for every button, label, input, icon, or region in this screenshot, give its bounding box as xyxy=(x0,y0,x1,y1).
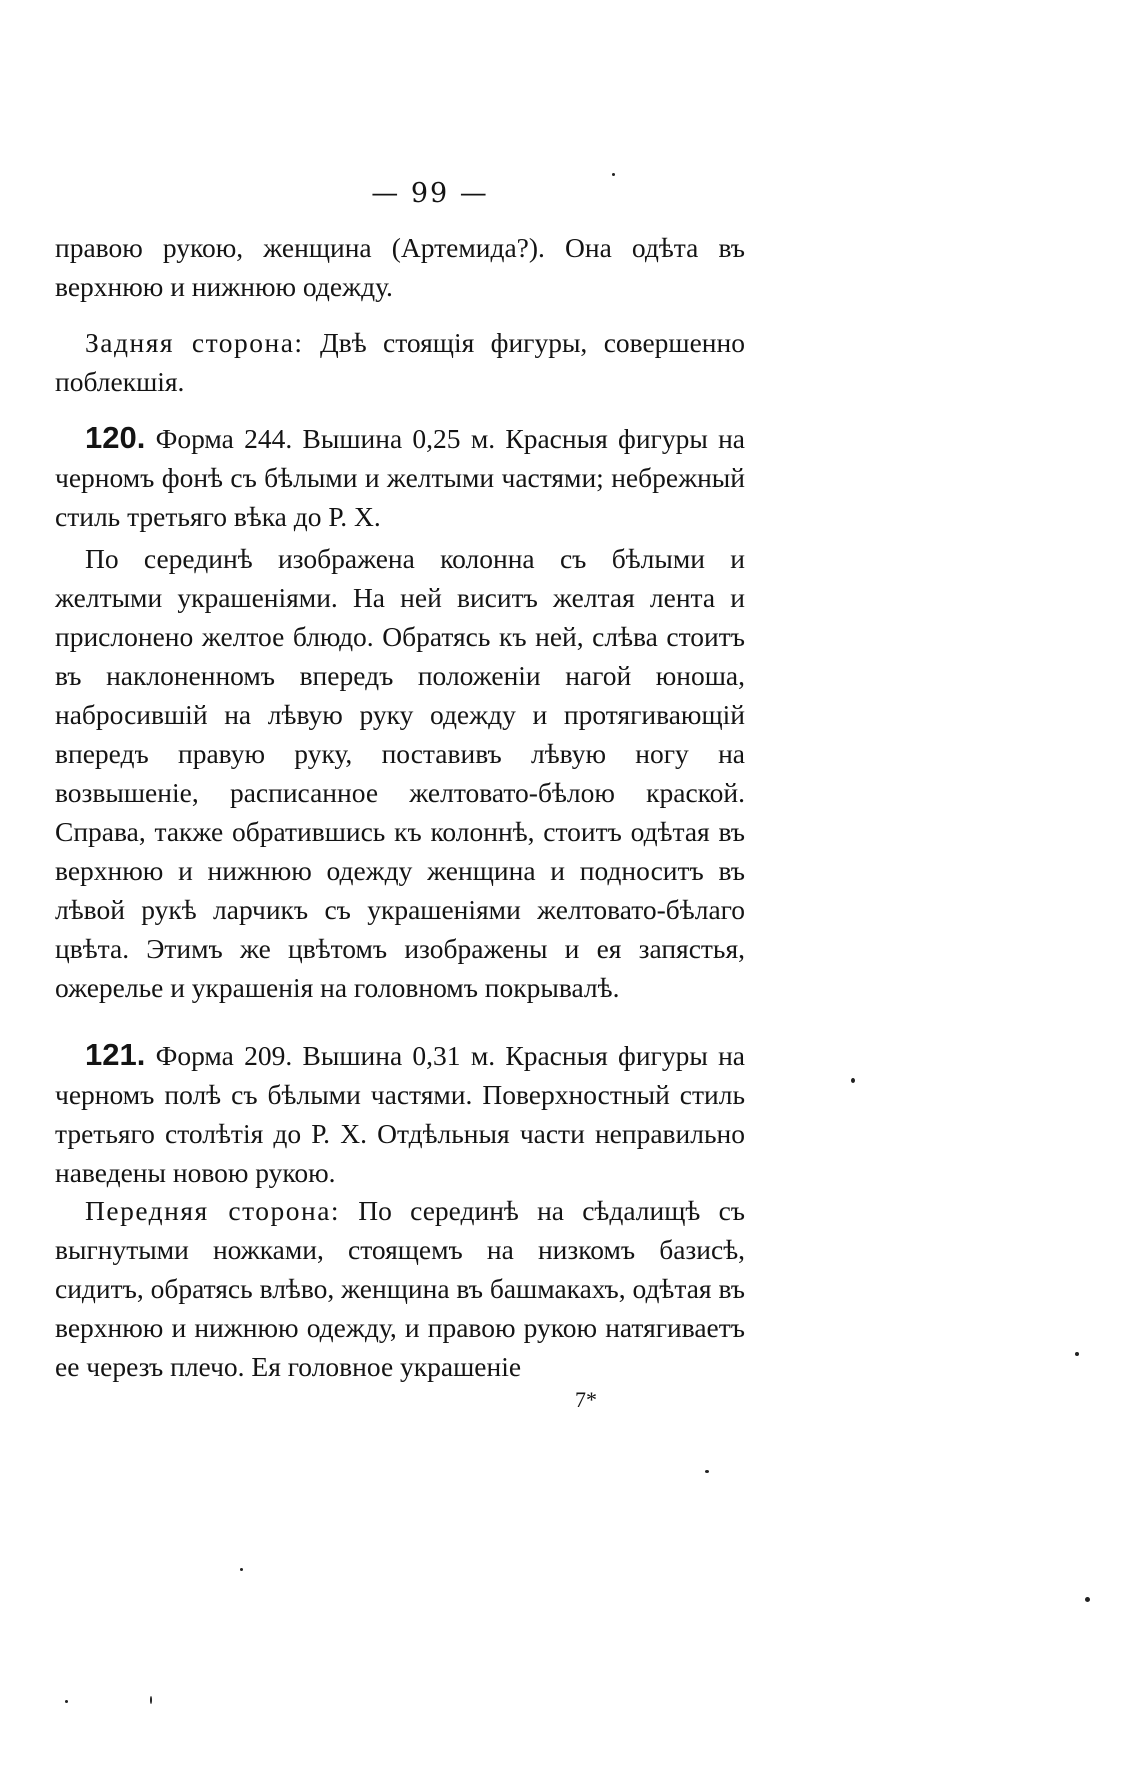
paragraph-text: Двѣ стоящія фигуры, совершенно поблекшія. xyxy=(55,327,745,397)
page-number: — 99 — xyxy=(371,178,489,209)
scan-speck xyxy=(150,1696,152,1704)
paragraph-text: По серединѣ на сѣдалищѣ съ выгнутыми ножками, стоящемъ на низкомъ базисѣ, сидитъ, обратясь влѣво, женщина въ башмакахъ, одѣтая въ верхнюю и нижнюю одежду, и правою рукою натягиваетъ ее черезъ плечо. Ея головное украшеніе xyxy=(55,1195,746,1382)
scan-speck xyxy=(851,1078,855,1083)
scan-speck xyxy=(705,1470,709,1473)
paragraph-text: Форма 244. Вышина 0,25 м. Красныя фигуры на черномъ фонѣ съ бѣлыми и желтыми частями; небрежный стиль третьяго вѣка до Р. Х. xyxy=(55,423,745,532)
section-lead: Задняя сторона: xyxy=(85,327,304,358)
paragraph-back-side xyxy=(55,323,745,401)
scan-speck xyxy=(65,1700,68,1703)
catalog-entry-120 xyxy=(55,418,745,536)
catalog-entry-121 xyxy=(55,1035,745,1192)
scan-speck xyxy=(1075,1352,1079,1356)
signature-mark: 7* xyxy=(575,1387,597,1412)
section-lead: Передняя сторона: xyxy=(85,1195,341,1226)
paragraph-text: Форма 209. Вышина 0,31 м. Красныя фигуры на черномъ полѣ съ бѣлыми частями. Поверхностный стиль третьяго столѣтія до Р. Х. Отдѣльныя части неправильно наведены новою рукою. xyxy=(55,1040,745,1188)
scan-speck xyxy=(612,173,615,176)
entry-number: 121. xyxy=(85,1037,146,1072)
entry-number: 120. xyxy=(85,420,146,455)
paragraph-description-120 xyxy=(55,539,745,1007)
paragraph-text: По серединѣ изображена колонна съ бѣлыми и желтыми украшеніями. На ней виситъ желтая лента и прислонено желтое блюдо. Обратясь къ ней, слѣва стоитъ въ наклоненномъ впередъ положеніи нагой юноша, набросившій на лѣвую руку одежду и протягивающій впередъ правую руку, поставивъ лѣвую ногу на возвышеніе, расписанное желтовато-бѣлою краской. Справа, также обратившись къ колоннѣ, стоитъ одѣтая въ верхнюю и нижнюю одежду женщина и подноситъ въ лѣвой рукѣ ларчикъ съ украшеніями желтовато-бѣлаго цвѣта. Этимъ же цвѣтомъ изображены и ея запястья, ожерелье и украшенія на головномъ покрывалѣ. xyxy=(55,543,745,1003)
paragraph-front-side xyxy=(55,1191,745,1386)
paragraph-text: правою рукою, женщина (Артемида?). Она одѣта въ верхнюю и нижнюю одежду. xyxy=(55,232,745,302)
scan-speck xyxy=(240,1568,243,1571)
scan-speck xyxy=(1085,1597,1090,1602)
paragraph-continuation xyxy=(55,228,745,306)
